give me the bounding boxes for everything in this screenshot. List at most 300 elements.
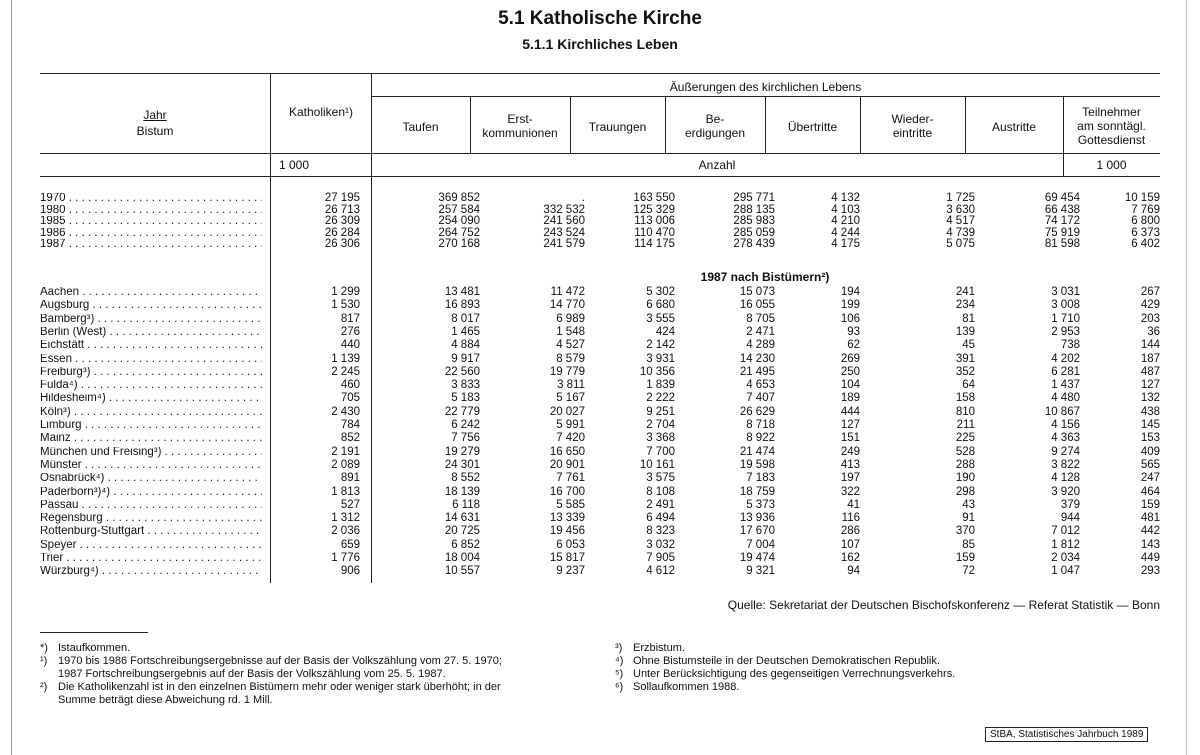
table-cell: 1 839	[646, 379, 675, 392]
table-cell: 3 031	[1051, 286, 1080, 298]
header-teil-line2: am sonntägl.	[1077, 119, 1146, 133]
table-cell: 7 407	[746, 392, 775, 405]
table-cell: 2 191	[331, 445, 360, 458]
table-cell: 249	[840, 445, 860, 458]
row-label: Limburg . . .	[40, 420, 262, 432]
footnote-mark: ⁶)	[615, 681, 624, 693]
header-wieder-line2: eintritte	[892, 126, 933, 140]
page-title: 5.1 Katholische Kirche	[498, 8, 702, 29]
table-cell: 4 210	[831, 215, 860, 228]
table-cell: 3 833	[451, 379, 480, 392]
table-cell: 2 089	[331, 458, 360, 471]
table-cell: 487	[1140, 365, 1160, 378]
table-row	[40, 460, 1160, 472]
table-cell: 438	[1140, 405, 1160, 418]
header-katholiken: Katholiken¹)	[288, 105, 354, 119]
table-cell: 116	[841, 512, 860, 525]
table-row	[40, 513, 1160, 525]
table-cell: 18 759	[739, 485, 775, 498]
table-cell: 91	[962, 512, 975, 525]
table-cell: 21 495	[739, 365, 775, 378]
table-cell: 10 159	[1124, 192, 1160, 204]
table-cell: 20 901	[549, 458, 585, 471]
header-jahr-text: Jahr	[143, 108, 167, 122]
table-cell: 810	[955, 405, 975, 418]
table-cell: 26 629	[739, 405, 775, 418]
table-cell: 6 402	[1131, 238, 1160, 251]
row-label: Freiburg³) . . .	[40, 367, 262, 379]
table-cell: 8 718	[746, 419, 775, 431]
table-cell: 8 552	[451, 472, 480, 485]
table-cell: 352	[955, 365, 975, 378]
row-label: Köln³) . . .	[40, 407, 262, 419]
page-border-right	[1186, 0, 1187, 755]
table-cell: 14 631	[444, 512, 480, 525]
footnote-rule	[40, 632, 148, 633]
table-row	[40, 300, 1160, 312]
table-row	[40, 420, 1160, 432]
table-cell: 370	[955, 525, 975, 538]
table-cell: 22 779	[444, 405, 480, 418]
table-cell: 19 474	[739, 552, 775, 564]
table-row	[40, 473, 1160, 485]
table-cell: 64	[962, 379, 975, 392]
row-label: Würzburg⁴) . . .	[40, 566, 262, 578]
header-erst-line1: Erst-	[507, 112, 533, 126]
table-cell: 1 047	[1051, 565, 1080, 578]
footnote-mark: ²)	[40, 681, 48, 693]
table-cell: 4 517	[946, 215, 975, 228]
table-cell: 5 167	[556, 392, 585, 405]
table-cell: 288	[955, 458, 975, 471]
row-label: Trier . . .	[40, 553, 262, 565]
table-cell: 145	[1140, 419, 1160, 431]
row-label: Paderborn³)⁴) . . .	[40, 487, 262, 499]
table-cell: 107	[840, 538, 860, 551]
table-row	[40, 354, 1160, 366]
table-cell: 45	[962, 339, 975, 352]
table-cell: 14 770	[549, 299, 585, 312]
row-label: Hildesheim⁴) . . .	[40, 393, 262, 405]
footnote-line	[615, 642, 1155, 655]
header-be-line1: Be-	[705, 112, 725, 126]
table-cell: 481	[1140, 512, 1160, 525]
table-cell: 3 630	[946, 203, 975, 216]
table-cell: 15 073	[739, 286, 775, 298]
footnote-mark: ⁴)	[615, 655, 624, 667]
footnote-text: Ohne Bistumsteile in der Deutschen Demokratischen Republik.	[633, 655, 940, 667]
table-cell: 264 752	[438, 226, 480, 239]
header-trauungen: Trauungen	[588, 120, 647, 134]
table-cell: 75 919	[1044, 226, 1080, 239]
table-cell: 4 202	[1051, 352, 1080, 365]
table-cell: 1 437	[1051, 379, 1080, 392]
table-cell: 460	[340, 379, 360, 392]
table-cell: 127	[1140, 379, 1160, 392]
table-cell: 250	[840, 365, 860, 378]
table-cell: 322	[840, 485, 860, 498]
source-note: Quelle: Sekretariat der Deutschen Bischofskonferenz — Referat Statistik — Bonn	[727, 598, 1160, 612]
table-top-rule	[40, 73, 1160, 74]
table-cell: 10 867	[1044, 405, 1080, 418]
table-cell: 413	[840, 458, 860, 471]
header-taufen: Taufen	[402, 120, 439, 134]
table-cell: 424	[655, 325, 675, 338]
table-cell: 81 598	[1044, 238, 1080, 251]
table-cell: 16 650	[549, 445, 585, 458]
table-cell: 1 312	[331, 512, 360, 525]
table-cell: 8 922	[746, 432, 775, 445]
header-group: Äußerungen des kirchlichen Lebens	[669, 80, 862, 94]
header-austritte: Austritte	[991, 120, 1036, 134]
row-label: 1985 . . .	[40, 216, 262, 228]
table-cell: 16 700	[549, 485, 585, 498]
table-cell: 8 579	[556, 352, 585, 365]
table-cell: 43	[962, 498, 975, 511]
footnote-line	[40, 681, 600, 694]
table-cell: 276	[340, 325, 360, 338]
table-cell: 106	[840, 312, 860, 325]
table-cell: 891	[340, 472, 360, 485]
footnote-text: 1987 Fortschreibungsergebnis auf der Basis der Volkszählung vom 25. 5. 1987.	[58, 668, 446, 680]
table-cell: 41	[847, 498, 860, 511]
table-row	[40, 393, 1160, 405]
header-wiedereintritte	[860, 112, 965, 140]
table-cell: 20 725	[444, 525, 480, 538]
header-bottom-rule	[40, 176, 1160, 177]
table-row	[40, 526, 1160, 538]
table-cell: 5 991	[556, 419, 585, 431]
table-cell: 4 653	[746, 379, 775, 392]
table-cell: 110 470	[634, 226, 675, 239]
table-row	[40, 380, 1160, 392]
table-cell: 125 329	[633, 203, 675, 216]
header-teilnehmer	[1063, 105, 1160, 147]
table-cell: 784	[340, 419, 360, 431]
table-cell: 19 456	[549, 525, 585, 538]
table-cell: 104	[840, 379, 860, 392]
table-cell: 278 439	[733, 238, 775, 251]
table-cell: 429	[1140, 299, 1160, 312]
table-cell: 241	[955, 286, 975, 298]
table-cell: 19 598	[739, 458, 775, 471]
footnotes-left	[40, 642, 600, 707]
table-cell: 738	[1060, 339, 1080, 352]
table-cell: 5 183	[451, 392, 480, 405]
table-cell: 440	[340, 339, 360, 352]
table-cell: 27 195	[324, 192, 360, 204]
table-cell: 15 817	[549, 552, 585, 564]
table-row	[40, 433, 1160, 445]
table-cell: 3 931	[646, 352, 675, 365]
row-label: Fulda⁴) . . .	[40, 380, 262, 392]
table-cell: 2 036	[331, 525, 360, 538]
table-cell: 7 420	[556, 432, 585, 445]
table-cell: 1 139	[331, 352, 360, 365]
table-cell: 2 471	[746, 325, 775, 338]
table-cell: 2 222	[646, 392, 675, 405]
table-cell: 69 454	[1044, 192, 1080, 204]
table-cell: 527	[340, 498, 360, 511]
table-cell: 6 281	[1051, 365, 1080, 378]
table-cell: 4 289	[746, 339, 775, 352]
table-cell: 6 680	[646, 299, 675, 312]
table-cell: 3 920	[1051, 485, 1080, 498]
table-cell: 9 321	[746, 565, 775, 578]
section-title: 1987 nach Bistümern²)	[700, 270, 830, 284]
table-cell: 852	[340, 432, 360, 445]
table-cell: 4 527	[556, 339, 585, 352]
table-cell: 9 237	[556, 565, 585, 578]
publication-stamp: StBA, Statistisches Jahrbuch 1989	[985, 727, 1148, 742]
table-cell: 1 548	[556, 325, 585, 338]
table-cell: 94	[847, 565, 860, 578]
table-cell: 234	[955, 299, 975, 312]
table-cell: 81	[962, 312, 975, 325]
table-cell: 9 274	[1051, 445, 1080, 458]
table-row	[40, 205, 1160, 217]
table-cell: 187	[1140, 352, 1160, 365]
table-cell: 906	[340, 565, 360, 578]
table-cell: 7 756	[451, 432, 480, 445]
unit-teilnehmer: 1 000	[1096, 158, 1127, 172]
table-cell: 8 323	[646, 525, 675, 538]
footnote-text: Summe beträgt diese Abweichung rd. 1 Mill.	[58, 694, 273, 706]
table-cell: 21 474	[739, 445, 775, 458]
row-label: 1970 . . .	[40, 193, 262, 205]
page-subtitle: 5.1.1 Kirchliches Leben	[522, 36, 678, 52]
table-cell: 285 983	[733, 215, 775, 228]
table-cell: 2 034	[1051, 552, 1080, 564]
header-teil-line1: Teilnehmer	[1082, 105, 1141, 119]
table-cell: 132	[1140, 392, 1160, 405]
table-row	[40, 367, 1160, 379]
table-cell: 5 585	[556, 498, 585, 511]
header-uebertritte: Übertritte	[787, 120, 838, 134]
footnote-text: Sollaufkommen 1988.	[633, 681, 740, 693]
table-cell: 36	[1147, 325, 1160, 338]
table-cell: 3 368	[646, 432, 675, 445]
table-cell: 93	[847, 325, 860, 338]
table-cell: 6 800	[1131, 215, 1160, 228]
table-row	[40, 553, 1160, 565]
table-cell: 85	[962, 538, 975, 551]
table-cell: 442	[1140, 525, 1160, 538]
row-label: Augsburg . . .	[40, 300, 262, 312]
table-cell: 241 579	[543, 238, 585, 251]
table-cell: 26 284	[324, 226, 360, 239]
table-cell: 5 075	[946, 238, 975, 251]
footnote-line	[615, 681, 1155, 694]
header-jahr	[40, 108, 270, 138]
footnote-text: Unter Berücksichtigung des gegenseitigen Verrechnungsverkehrs.	[633, 668, 956, 680]
table-cell: 257 584	[438, 203, 480, 216]
table-cell: 4 363	[1051, 432, 1080, 445]
footnote-mark: ⁵)	[615, 668, 624, 680]
table-cell: 211	[956, 419, 975, 431]
row-label: Rottenburg-Stuttgart . . .	[40, 526, 262, 538]
table-cell: 659	[340, 538, 360, 551]
table-cell: 286	[840, 525, 860, 538]
table-cell: 159	[1140, 498, 1160, 511]
table-cell: 62	[847, 339, 860, 352]
table-cell: 565	[1140, 458, 1160, 471]
table-cell: 2 704	[646, 419, 675, 431]
table-cell: 6 118	[452, 498, 480, 511]
footnote-text: Istaufkommen.	[58, 642, 131, 654]
table-cell: 18 004	[444, 552, 480, 564]
table-cell: 16 893	[444, 299, 480, 312]
footnote-text: 1970 bis 1986 Fortschreibungsergebnisse auf der Basis der Volkszählung vom 27. 5. 1970;	[58, 655, 502, 667]
table-cell: 288 135	[733, 203, 775, 216]
table-cell: 6 242	[451, 419, 480, 431]
header-beerdigungen	[665, 112, 765, 140]
row-label: München und Freising³) . . .	[40, 447, 262, 459]
header-erst-line2: kommunionen	[482, 126, 558, 140]
table-cell: 10 161	[639, 458, 675, 471]
header-teil-line3: Gottesdienst	[1077, 133, 1146, 147]
table-cell: 449	[1140, 552, 1160, 564]
table-cell: 6 494	[646, 512, 675, 525]
table-cell: 203	[1140, 312, 1160, 325]
table-cell: 113 006	[634, 215, 675, 228]
table-cell: 13 936	[739, 512, 775, 525]
table-cell: 4 132	[831, 192, 860, 204]
table-cell: 1 299	[331, 286, 360, 298]
table-cell: 6 373	[1131, 226, 1160, 239]
table-cell: 269	[840, 352, 860, 365]
table-cell: 2 430	[331, 405, 360, 418]
footnote-line	[40, 655, 600, 668]
table-cell: 293	[1140, 565, 1160, 578]
table-cell: 7 004	[746, 538, 775, 551]
table-cell: 190	[955, 472, 975, 485]
table-row	[40, 407, 1160, 419]
table-row	[40, 500, 1160, 512]
table-cell: 705	[340, 392, 360, 405]
footnote-mark: ¹)	[40, 655, 48, 667]
footnote-line	[40, 694, 600, 707]
table-row	[40, 314, 1160, 326]
table-cell: 8 017	[451, 312, 480, 325]
table-cell: 6 989	[556, 312, 585, 325]
table-row	[40, 340, 1160, 352]
table-cell: 247	[1140, 472, 1160, 485]
table-cell: 10 356	[639, 365, 675, 378]
header-bistum-text: Bistum	[136, 124, 174, 138]
table-cell: 5 373	[746, 498, 775, 511]
table-cell: 189	[840, 392, 860, 405]
row-label: 1980 . . .	[40, 205, 262, 217]
table-row	[40, 487, 1160, 499]
table-cell: 16 055	[739, 299, 775, 312]
footnote-line	[615, 668, 1155, 681]
footnote-line	[40, 668, 600, 681]
table-cell: 1 813	[331, 485, 360, 498]
table-cell: 162	[840, 552, 860, 564]
table-cell: 1 530	[331, 299, 360, 312]
table-cell: 3 822	[1051, 458, 1080, 471]
table-cell: 4 156	[1051, 419, 1080, 431]
header-erstkommunionen	[470, 112, 570, 140]
table-cell: 7 761	[556, 472, 585, 485]
table-cell: 7 700	[646, 445, 675, 458]
table-row	[40, 287, 1160, 299]
table-cell: 3 032	[646, 538, 675, 551]
table-cell: 444	[840, 405, 860, 418]
table-row	[40, 193, 1160, 205]
table-cell: 285 059	[733, 226, 775, 239]
table-row	[40, 540, 1160, 552]
table-cell: 332 532	[543, 203, 585, 216]
table-cell: 241 560	[543, 215, 585, 228]
table-cell: 225	[955, 432, 975, 445]
table-cell: 7 012	[1051, 525, 1080, 538]
table-cell: 8 705	[746, 312, 775, 325]
footnote-text: Erzbistum.	[633, 642, 685, 654]
row-label: 1987 . . .	[40, 239, 262, 251]
table-cell: 26 309	[324, 215, 360, 228]
table-cell: 194	[840, 286, 860, 298]
table-row	[40, 239, 1160, 251]
table-cell: 151	[840, 432, 860, 445]
table-cell: 2 245	[331, 365, 360, 378]
table-row	[40, 327, 1160, 339]
table-cell: 26 306	[324, 238, 360, 251]
header-wieder-line1: Wieder-	[891, 112, 934, 126]
table-cell: 1 710	[1051, 312, 1080, 325]
table-cell: 243 524	[543, 226, 585, 239]
footnote-mark: ³)	[615, 642, 623, 654]
row-label: Aachen . . .	[40, 287, 262, 299]
page-border-left	[11, 0, 12, 755]
table-cell: 158	[955, 392, 975, 405]
row-label: 1986 . . .	[40, 228, 262, 240]
table-cell: 3 555	[646, 312, 675, 325]
table-cell: 9 917	[451, 352, 480, 365]
row-label: Berlin (West) . . .	[40, 327, 262, 339]
table-cell: 391	[955, 352, 975, 365]
table-cell: 817	[340, 312, 360, 325]
table-cell: 13 481	[444, 286, 480, 298]
table-cell: 1 725	[946, 192, 975, 204]
table-cell: 7 769	[1131, 203, 1160, 216]
table-cell: .	[581, 192, 585, 204]
table-cell: 298	[955, 485, 975, 498]
table-cell: 8 108	[646, 485, 675, 498]
table-cell: 2 142	[646, 339, 675, 352]
table-cell: 4 739	[946, 226, 975, 239]
row-label: Essen . . .	[40, 354, 262, 366]
row-label: Bamberg³) . . .	[40, 314, 262, 326]
table-cell: 2 491	[646, 498, 675, 511]
header-unit-rule	[40, 153, 1160, 154]
table-cell: 4 128	[1051, 472, 1080, 485]
table-cell: 4 884	[451, 339, 480, 352]
table-cell: 4 244	[831, 226, 860, 239]
row-label: Osnabrück⁴) . . .	[40, 473, 262, 485]
row-label: Münster . . .	[40, 460, 262, 472]
table-cell: 6 852	[451, 538, 480, 551]
table-cell: 1 465	[451, 325, 480, 338]
row-label: Passau . . .	[40, 500, 262, 512]
row-label: Mainz . . .	[40, 433, 262, 445]
table-cell: 66 438	[1044, 203, 1080, 216]
table-cell: 409	[1140, 445, 1160, 458]
table-cell: 4 103	[831, 203, 860, 216]
table-cell: 19 279	[444, 445, 480, 458]
footnote-line	[40, 642, 600, 655]
